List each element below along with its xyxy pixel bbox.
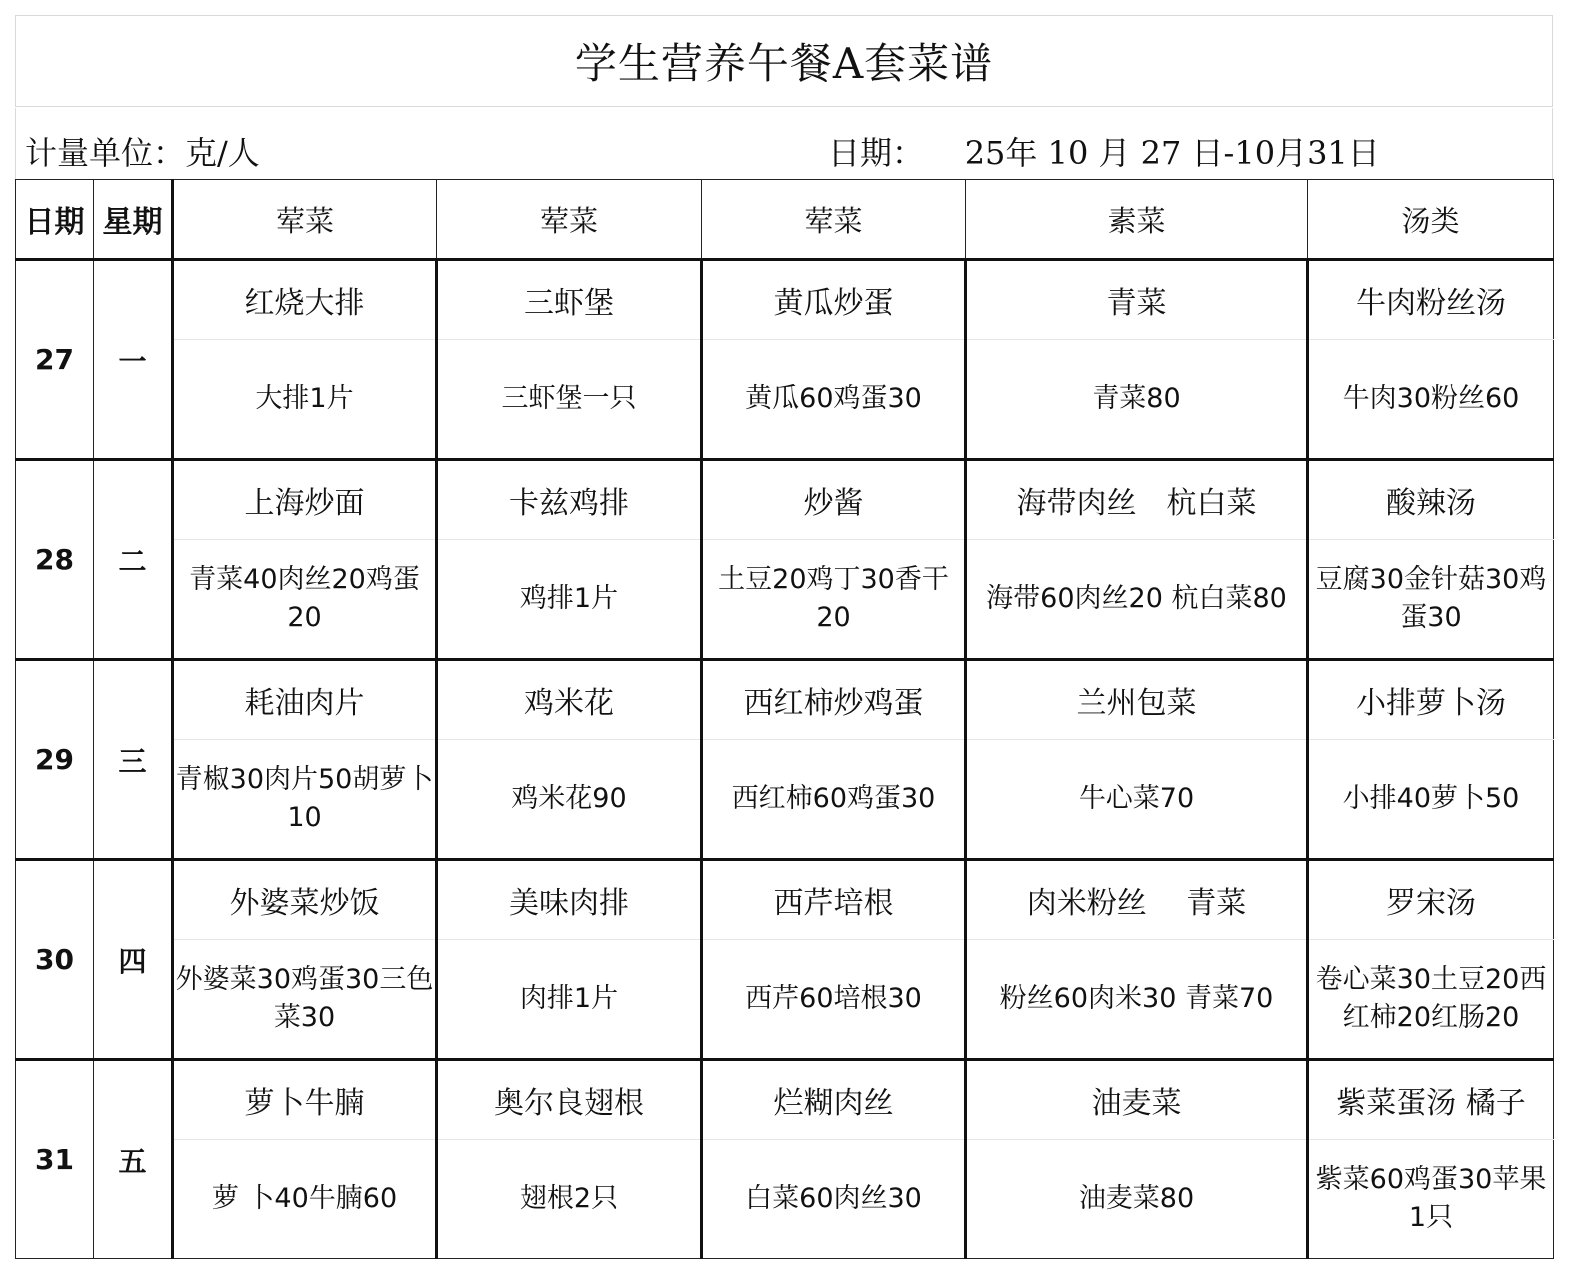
header-meat-dish-2: 荤菜 bbox=[437, 180, 702, 260]
meat-dish-2-name: 奥尔良翅根 bbox=[437, 1060, 702, 1140]
meta-row bbox=[15, 108, 1553, 180]
soup-name: 牛肉粉丝汤 bbox=[1308, 260, 1554, 340]
soup-name: 罗宋汤 bbox=[1308, 860, 1554, 940]
meat-dish-1-ingredients: 外婆菜30鸡蛋30三色菜30 bbox=[173, 940, 437, 1060]
meat-dish-1-name: 萝卜牛腩 bbox=[173, 1060, 437, 1140]
date-cell: 29 bbox=[16, 660, 94, 860]
meat-dish-1-ingredients: 青椒30肉片50胡萝卜10 bbox=[173, 740, 437, 860]
meat-dish-3-ingredients: 白菜60肉丝30 bbox=[702, 1140, 966, 1259]
soup-name: 紫菜蛋汤 橘子 bbox=[1308, 1060, 1554, 1140]
vegetable-dish-ingredients: 油麦菜80 bbox=[966, 1140, 1308, 1259]
vegetable-dish-name: 油麦菜 bbox=[966, 1060, 1308, 1140]
meat-dish-1-name: 耗油肉片 bbox=[173, 660, 437, 740]
meat-dish-3-ingredients: 西芹60培根30 bbox=[702, 940, 966, 1060]
vegetable-dish-ingredients: 粉丝60肉米30 青菜70 bbox=[966, 940, 1308, 1060]
header-date: 日期 bbox=[16, 180, 94, 260]
soup-name: 小排萝卜汤 bbox=[1308, 660, 1554, 740]
page-title: 学生营养午餐A套菜谱 bbox=[574, 39, 994, 88]
meat-dish-1-ingredients: 萝 卜40牛腩60 bbox=[173, 1140, 437, 1259]
weekday-cell: 四 bbox=[94, 860, 173, 1060]
soup-name: 酸辣汤 bbox=[1308, 460, 1554, 540]
meat-dish-2-ingredients: 鸡排1片 bbox=[437, 540, 702, 660]
meat-dish-3-name: 西红柿炒鸡蛋 bbox=[702, 660, 966, 740]
vegetable-dish-ingredients: 牛心菜70 bbox=[966, 740, 1308, 860]
meat-dish-3-name: 炒酱 bbox=[702, 460, 966, 540]
meat-dish-3-name: 黄瓜炒蛋 bbox=[702, 260, 966, 340]
title-bar bbox=[15, 15, 1553, 107]
meat-dish-2-ingredients: 肉排1片 bbox=[437, 940, 702, 1060]
header-meat-dish-3: 荤菜 bbox=[702, 180, 966, 260]
weekday-cell: 二 bbox=[94, 460, 173, 660]
meat-dish-2-ingredients: 三虾堡一只 bbox=[437, 340, 702, 460]
date-cell: 28 bbox=[16, 460, 94, 660]
soup-ingredients: 紫菜60鸡蛋30苹果1只 bbox=[1308, 1140, 1554, 1259]
meat-dish-3-ingredients: 土豆20鸡丁30香干20 bbox=[702, 540, 966, 660]
header-vegetable-dish: 素菜 bbox=[966, 180, 1308, 260]
header-weekday: 星期 bbox=[94, 180, 173, 260]
meat-dish-1-name: 外婆菜炒饭 bbox=[173, 860, 437, 940]
header-soup: 汤类 bbox=[1308, 180, 1554, 260]
meat-dish-3-ingredients: 西红柿60鸡蛋30 bbox=[702, 740, 966, 860]
day-row-details bbox=[16, 740, 1554, 860]
vegetable-dish-name: 兰州包菜 bbox=[966, 660, 1308, 740]
soup-ingredients: 卷心菜30土豆20西红柿20红肠20 bbox=[1308, 940, 1554, 1060]
date-cell: 31 bbox=[16, 1060, 94, 1259]
day-row-details bbox=[16, 1140, 1554, 1259]
weekday-cell: 一 bbox=[94, 260, 173, 460]
vegetable-dish-ingredients: 青菜80 bbox=[966, 340, 1308, 460]
day-row-dishes bbox=[16, 460, 1554, 540]
meat-dish-2-name: 卡兹鸡排 bbox=[437, 460, 702, 540]
meat-dish-3-name: 西芹培根 bbox=[702, 860, 966, 940]
soup-ingredients: 牛肉30粉丝60 bbox=[1308, 340, 1554, 460]
day-row-details bbox=[16, 940, 1554, 1060]
date-range-label: 日期： 25年 10 月 27 日-10月31日 bbox=[828, 134, 1380, 172]
meat-dish-2-name: 三虾堡 bbox=[437, 260, 702, 340]
vegetable-dish-name: 青菜 bbox=[966, 260, 1308, 340]
meat-dish-2-ingredients: 翅根2只 bbox=[437, 1140, 702, 1259]
unit-label: 计量单位：克/人 bbox=[25, 134, 260, 172]
date-cell: 27 bbox=[16, 260, 94, 460]
vegetable-dish-ingredients: 海带60肉丝20 杭白菜80 bbox=[966, 540, 1308, 660]
soup-ingredients: 豆腐30金针菇30鸡蛋30 bbox=[1308, 540, 1554, 660]
header-row bbox=[16, 180, 1554, 260]
meat-dish-2-ingredients: 鸡米花90 bbox=[437, 740, 702, 860]
menu-table bbox=[15, 179, 1554, 1259]
meat-dish-2-name: 鸡米花 bbox=[437, 660, 702, 740]
weekday-cell: 三 bbox=[94, 660, 173, 860]
meat-dish-3-ingredients: 黄瓜60鸡蛋30 bbox=[702, 340, 966, 460]
vegetable-dish-name: 海带肉丝 杭白菜 bbox=[966, 460, 1308, 540]
vegetable-dish-name: 肉米粉丝 青菜 bbox=[966, 860, 1308, 940]
meat-dish-3-name: 烂糊肉丝 bbox=[702, 1060, 966, 1140]
soup-ingredients: 小排40萝卜50 bbox=[1308, 740, 1554, 860]
meat-dish-1-name: 红烧大排 bbox=[173, 260, 437, 340]
day-row-dishes bbox=[16, 660, 1554, 740]
day-row-dishes bbox=[16, 1060, 1554, 1140]
day-row-details bbox=[16, 540, 1554, 660]
date-cell: 30 bbox=[16, 860, 94, 1060]
meat-dish-1-name: 上海炒面 bbox=[173, 460, 437, 540]
header-meat-dish-1: 荤菜 bbox=[173, 180, 437, 260]
meat-dish-1-ingredients: 大排1片 bbox=[173, 340, 437, 460]
day-row-dishes bbox=[16, 260, 1554, 340]
weekday-cell: 五 bbox=[94, 1060, 173, 1259]
day-row-details bbox=[16, 340, 1554, 460]
meat-dish-2-name: 美味肉排 bbox=[437, 860, 702, 940]
day-row-dishes bbox=[16, 860, 1554, 940]
meat-dish-1-ingredients: 青菜40肉丝20鸡蛋20 bbox=[173, 540, 437, 660]
